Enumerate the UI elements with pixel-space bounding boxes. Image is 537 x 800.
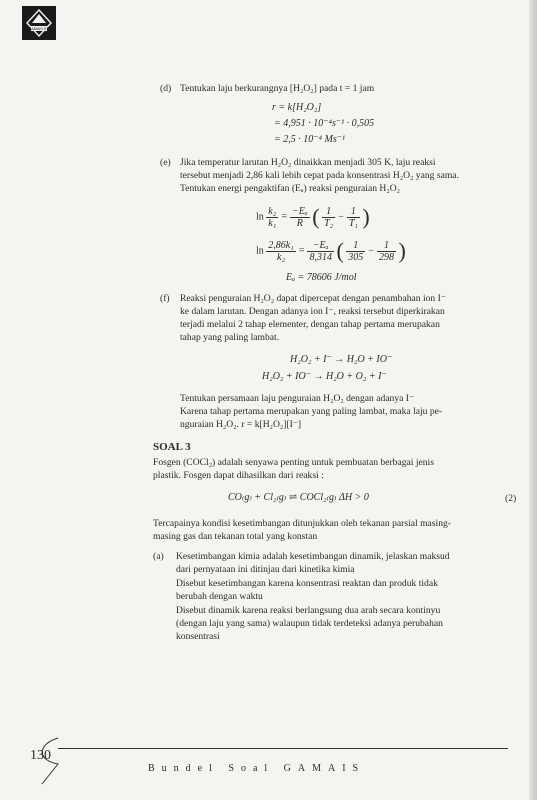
ln-1: ln: [256, 211, 264, 223]
fraction-1-t1: $\frac{1}{\text{T₁}}$: [348, 205, 358, 229]
item-a-4: berubah dengan waktu: [176, 591, 263, 602]
reaction-step-1: H₂O₂ + I⁻ → H₂O + IO⁻: [290, 354, 393, 365]
soal-3-p4: masing gas dan tekanan total yang konstan: [153, 531, 318, 542]
item-a-3: Disebut kesetimbangan karena konsentrasi reaktan dan produk tidak: [176, 578, 438, 589]
fraction-1-298: $\frac{1}{298}$: [379, 239, 395, 263]
reaction-number: (2): [505, 493, 517, 504]
svg-text:GAMAIS ITB: GAMAIS ITB: [28, 27, 50, 31]
ln-2: ln: [256, 245, 264, 257]
item-f-q1: Tentukan persamaan laju penguraian H₂O₂ dengan adanya I⁻: [180, 393, 415, 404]
fraction-1-t2: $\frac{1}{\text{T₂}}$: [324, 205, 334, 229]
item-a-1: Kesetimbangan kimia adalah kesetimbangan dinamik, jelaskan maksud: [176, 551, 450, 562]
item-e-line2: tersebut menjadi 2,86 kali lebih cepat pada konsentrasi H₂O₂ yang sama.: [180, 170, 459, 181]
item-a-label: (a): [153, 551, 164, 562]
soal-3-title: SOAL 3: [153, 441, 191, 453]
fraction-k2-k1: $\frac{\text{k₂}}{\text{k₁}}$: [268, 205, 277, 229]
item-e-line3: Tentukan energi pengaktifan (Eₐ) reaksi penguraian H₂O₂: [180, 183, 400, 194]
item-f-label: (f): [160, 293, 170, 304]
gamais-logo: [22, 6, 56, 40]
page-edge: [529, 0, 537, 800]
fraction-ea-r: $\frac{\text{−Eₐ}}{R}$: [291, 205, 308, 229]
ea-result: Eₐ = 78606 J/mol: [286, 272, 357, 283]
item-a-7: konsentrasi: [176, 631, 220, 642]
item-d-question: Tentukan laju berkurangnya [H₂O₂] pada t = 1 jam: [180, 83, 375, 94]
reaction-step-2: H₂O₂ + IO⁻ → H₂O + O₂ + I⁻: [262, 371, 387, 382]
item-a-5: Disebut dinamik karena reaksi berlangsung dua arah secara kontinyu: [176, 605, 441, 616]
eq-d-1: r = k[H₂O₂]: [272, 102, 322, 113]
page-number: 130: [30, 748, 51, 763]
soal-3-p1: Fosgen (COCl₂) adalah senyawa penting untuk pembuatan berbagai jenis: [153, 457, 434, 468]
item-a-2: dari pernyataan ini ditinjau dari kinetika kimia: [176, 564, 355, 575]
eq-d-2: = 4,951 · 10⁻⁴s⁻¹ · 0,505: [274, 118, 375, 129]
item-f-q3: nguraian H₂O₂. r = k[H₂O₂][I⁻]: [180, 419, 302, 430]
item-d-label: (d): [160, 83, 172, 94]
fraction-286k1-k2: $\frac{\text{2,86k₁}}{\text{k₂}}$: [268, 239, 294, 263]
item-f-line4: tahap yang paling lambat.: [180, 332, 280, 343]
eq-d-3: = 2,5 · 10⁻⁴ Ms⁻¹: [274, 134, 346, 145]
item-e-line1: Jika temperatur larutan H₂O₂ dinaikkan menjadi 305 K, laju reaksi: [180, 157, 436, 168]
arrhenius-equation: ln $\frac{\text{k₂}}{\text{k₁}}$ = $\frac{\text{−Eₐ}}{R}$ ( $\frac{1}{\text{T₂}}$ − $\frac{1}{\text{T₁}}$ ): [256, 204, 370, 229]
item-f-line3: terjadi melalui 2 tahap elementer, dengan tahap pertama merupakan: [180, 319, 440, 330]
arrhenius-substituted: ln $\frac{\text{2,86k₁}}{\text{k₂}}$ = $\frac{\text{−Eₐ}}{8,314}$ ( $\frac{1}{305}$ − $\frac{1}{298}$ ): [256, 238, 406, 263]
soal-3-p2: plastik. Fosgen dapat dihasilkan dari reaksi :: [153, 470, 324, 481]
item-f-q2: Karena tahap pertama merupakan yang paling lambat, maka laju pe-: [180, 406, 443, 417]
footer-rule: [58, 748, 508, 749]
fraction-ea-8314: $\frac{\text{−Eₐ}}{8,314}$: [309, 239, 332, 263]
fraction-1-305: $\frac{1}{305}$: [348, 239, 364, 263]
phosgene-reaction: CO₍g₎ + Cl₂₍g₎ ⇌ COCl₂₍g₎ ΔH > 0: [228, 492, 369, 503]
item-a-6: (dengan laju yang sama) walaupun tidak terdeteksi adanya perubahan: [176, 618, 443, 629]
item-f-line2: ke dalam larutan. Dengan adanya ion I⁻, reaksi tersebut diperkirakan: [180, 306, 445, 317]
book-title: Bundel Soal GAMAIS: [148, 763, 366, 774]
item-f-line1: Reaksi penguraian H₂O₂ dapat dipercepat dengan penambahan ion I⁻: [180, 293, 446, 304]
soal-3-p3: Tercapainya kondisi kesetimbangan ditunjukkan oleh tekanan parsial masing-: [153, 518, 451, 529]
item-e-label: (e): [160, 157, 171, 168]
